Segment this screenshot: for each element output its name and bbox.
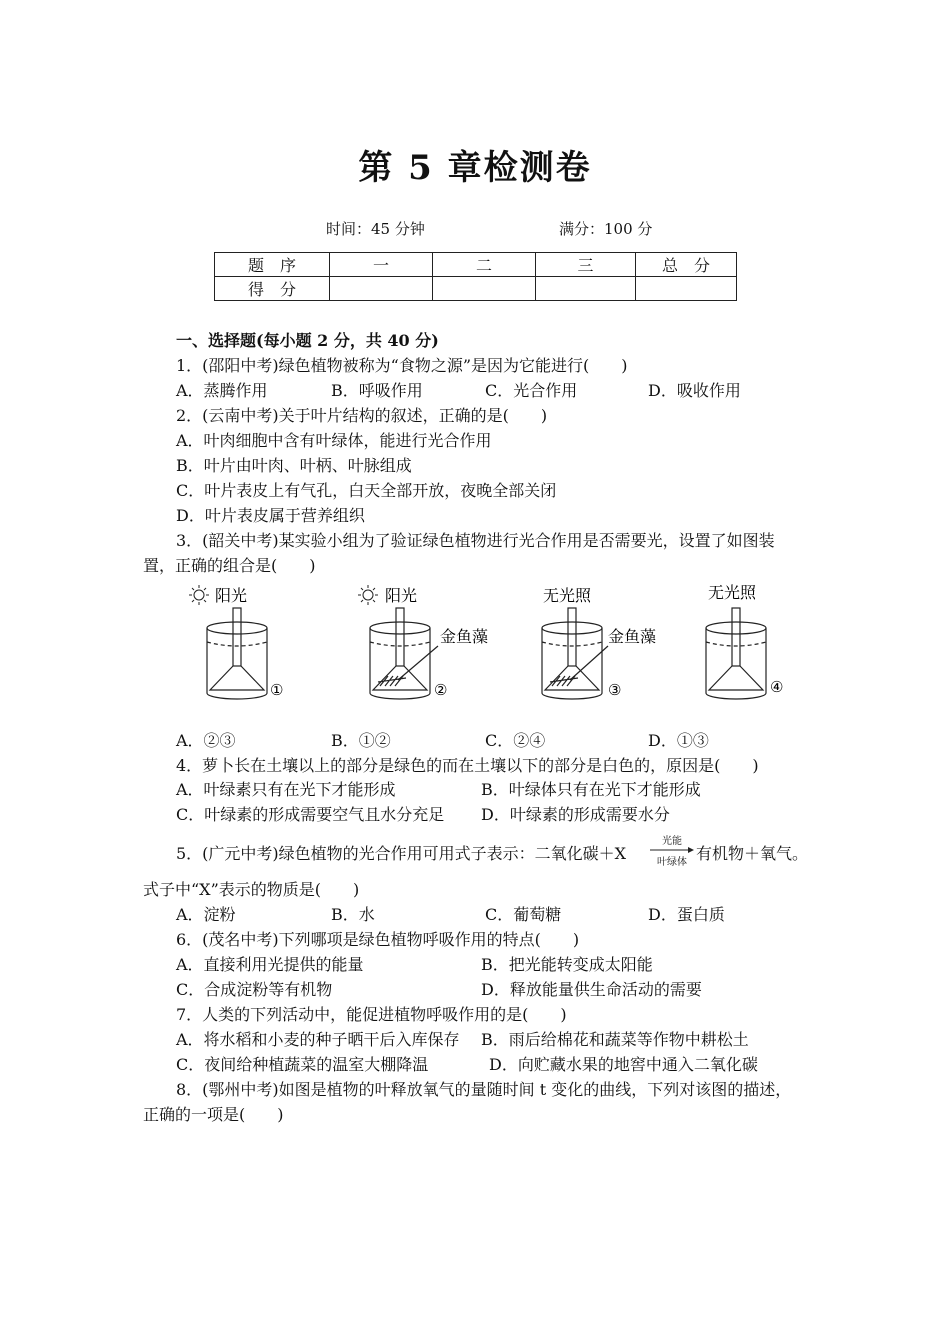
page-title: 第 5 章检测卷 xyxy=(358,148,592,188)
score-cell-total[interactable] xyxy=(636,277,737,301)
light-label-2: 阳光 xyxy=(385,586,418,605)
question-8-stem: 8．(鄂州中考)如图是植物的叶释放氧气的量随时间 t 变化的曲线，下列对该图的描述， xyxy=(176,1080,792,1099)
question-1-stem: 1．(邵阳中考)绿色植物被称为“食物之源”是因为它能进行( ) xyxy=(176,356,628,375)
option: C．夜间给种植蔬菜的温室大棚降温 xyxy=(176,1055,429,1074)
question-5-stem-end: 有机物＋氧气。 xyxy=(696,844,809,863)
question-5-stem-cont: 式子中“X”表示的物质是( ) xyxy=(143,880,360,899)
question-3-stem: 3．(韶关中考)某实验小组为了验证绿色植物进行光合作用是否需要光，设置了如图装 xyxy=(176,531,775,550)
score-cell-2[interactable] xyxy=(433,277,536,301)
light-label-4: 无光照 xyxy=(708,583,757,602)
reaction-arrow xyxy=(650,832,694,868)
option: A．叶肉细胞中含有叶绿体，能进行光合作用 xyxy=(176,431,492,450)
option: C．光合作用 xyxy=(485,381,578,400)
sun-icon xyxy=(189,585,209,605)
question-2-stem: 2．(云南中考)关于叶片结构的叙述，正确的是( ) xyxy=(176,406,548,425)
beaker-1 xyxy=(207,608,267,699)
arrow-condition-top: 光能 xyxy=(662,836,682,847)
option: D．叶绿素的形成需要水分 xyxy=(481,805,670,824)
option: B．呼吸作用 xyxy=(331,381,423,400)
plant-label: 金鱼藻 xyxy=(608,627,657,646)
option: A．蒸腾作用 xyxy=(176,381,268,400)
score-row-label: 得 分 xyxy=(215,277,330,301)
score-table-header: 三 xyxy=(536,253,636,277)
plant-label: 金鱼藻 xyxy=(440,627,489,646)
option: A．叶绿素只有在光下才能形成 xyxy=(176,780,396,799)
option: B．叶绿体只有在光下才能形成 xyxy=(481,780,701,799)
figure-number-2: ② xyxy=(434,681,448,699)
beaker-3 xyxy=(542,608,608,699)
question-7-stem: 7．人类的下列活动中，能促进植物呼吸作用的是( ) xyxy=(176,1005,567,1024)
score-table xyxy=(214,252,737,301)
score-table-header-row xyxy=(215,253,737,277)
figure-number-1: ① xyxy=(270,681,284,699)
question-8-stem-cont: 正确的一项是( ) xyxy=(143,1105,284,1124)
question-4-stem: 4．萝卜长在土壤以上的部分是绿色的而在土壤以下的部分是白色的，原因是( ) xyxy=(176,756,759,775)
option: D．蛋白质 xyxy=(648,905,725,924)
score-cell-3[interactable] xyxy=(536,277,636,301)
question-3-stem-cont: 置，正确的组合是( ) xyxy=(143,556,316,575)
figure-number-3: ③ xyxy=(608,681,622,699)
section-heading: 一、选择题(每小题 2 分，共 40 分) xyxy=(176,331,439,350)
option: C．合成淀粉等有机物 xyxy=(176,980,333,999)
question-6-stem: 6．(茂名中考)下列哪项是绿色植物呼吸作用的特点( ) xyxy=(176,930,580,949)
option: B．叶片由叶肉、叶柄、叶脉组成 xyxy=(176,456,412,475)
light-label-3: 无光照 xyxy=(543,586,592,605)
option: A．将水稻和小麦的种子晒干后入库保存 xyxy=(176,1030,460,1049)
score-table-header: 总 分 xyxy=(636,253,737,277)
light-label-1: 阳光 xyxy=(215,586,248,605)
option: C．②④ xyxy=(485,731,546,750)
option: B．水 xyxy=(331,905,375,924)
arrow-condition-bottom: 叶绿体 xyxy=(657,857,687,868)
question-5-stem: 5．(广元中考)绿色植物的光合作用可用式子表示：二氧化碳＋X xyxy=(176,844,627,863)
figure-number-4: ④ xyxy=(770,678,784,696)
option: D．①③ xyxy=(648,731,709,750)
score-table-header: 一 xyxy=(330,253,433,277)
full-score: 满分：100 分 xyxy=(559,220,653,238)
sun-icon xyxy=(358,585,378,605)
option: A．直接利用光提供的能量 xyxy=(176,955,364,974)
option: B．雨后给棉花和蔬菜等作物中耕松土 xyxy=(481,1030,749,1049)
score-table-header: 题 序 xyxy=(215,253,330,277)
option: B．把光能转变成太阳能 xyxy=(481,955,653,974)
option: A．②③ xyxy=(176,731,236,750)
option: D．向贮藏水果的地窖中通入二氧化碳 xyxy=(489,1055,758,1074)
experiment-figure xyxy=(180,578,820,708)
option: B．①② xyxy=(331,731,391,750)
score-table-header: 二 xyxy=(433,253,536,277)
score-table-score-row xyxy=(215,277,737,301)
option: D．吸收作用 xyxy=(648,381,741,400)
option: C．叶片表皮上有气孔，白天全部开放，夜晚全部关闭 xyxy=(176,481,557,500)
beaker-4 xyxy=(706,608,766,699)
option: D．释放能量供生命活动的需要 xyxy=(481,980,702,999)
beaker-2 xyxy=(370,608,438,699)
option: D．叶片表皮属于营养组织 xyxy=(176,506,365,525)
option: C．葡萄糖 xyxy=(485,905,562,924)
option: C．叶绿素的形成需要空气且水分充足 xyxy=(176,805,445,824)
score-cell-1[interactable] xyxy=(330,277,433,301)
option: A．淀粉 xyxy=(176,905,236,924)
time-limit: 时间：45 分钟 xyxy=(326,220,425,238)
